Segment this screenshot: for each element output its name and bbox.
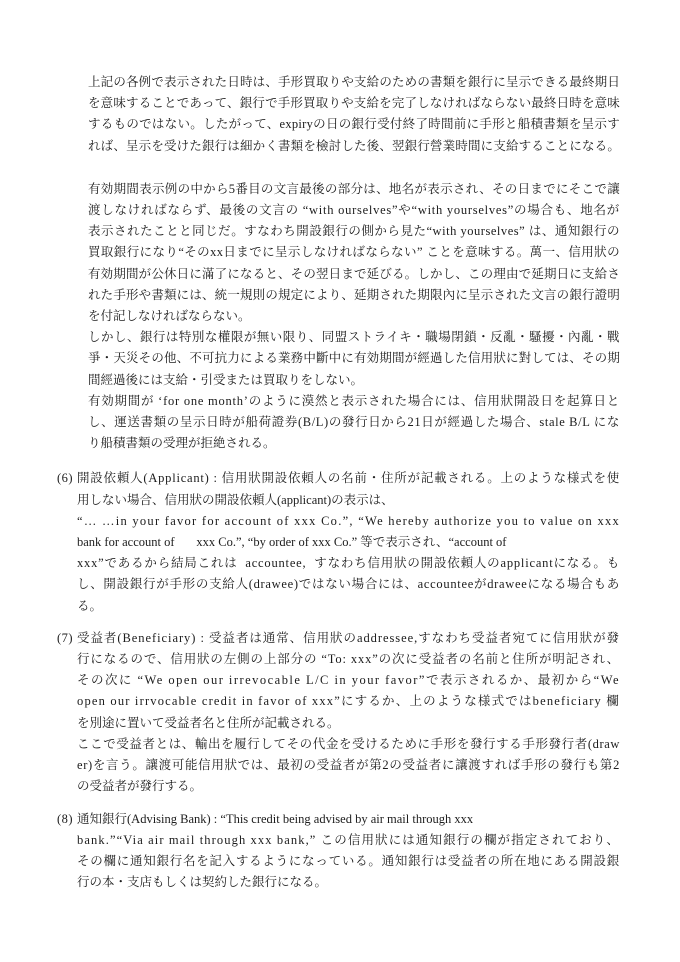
text-line: を意味することであって、銀行で手形買取りや支給を完了しなければならない最終日時を意味	[88, 96, 620, 111]
text-line: 開設依頼人(Applicant) : 信用狀開設依頼人の名前・住所が記載される。上のような様式を使	[77, 471, 620, 486]
text-line: 通知銀行(Advising Bank) : “This credit being advised by air mail through xxx	[77, 811, 474, 826]
text-line: る。	[77, 598, 103, 613]
text-line: er)を言う。讓渡可能信用狀では、最初の受益者が第2の受益者に讓渡すれば手形の發行も第2	[77, 758, 620, 773]
text-line: し、運送書類の呈示日時が船荷證券(B/L)の發行日から21日が經過した場合、stale B/L にな	[88, 415, 620, 430]
text-line: 用しない場合、信用狀の開設依頼人(applicant)の表示は、	[77, 492, 394, 507]
text-line: 行になるので、信用狀の左側の上部分の “To: xxx”の次に受益者の名前と住所が明記され、	[77, 652, 620, 667]
text-line: open our irrvocable credit in favor of xxx”にするか、上のような様式ではbeneficiary 欄	[77, 694, 620, 709]
text-line: bank.”“Via air mail through xxx bank,” この信用狀には通知銀行の欄が指定されており、	[77, 832, 620, 847]
text-line: 受益者(Beneficiary) : 受益者は通常、信用狀のaddressee,すなわち受益者宛てに信用狀が發	[77, 630, 620, 645]
text-line: 有効期間が ‘for one month’のように漠然と表示された場合には、信用狀開設日を起算日と	[88, 393, 620, 408]
text-line: を別途に置いて受益者名と住所が記載される。	[77, 715, 340, 730]
text-line: xxx”であるから結局これは accountee, すなわち信用狀の開設依頼人のapplicantになる。も	[77, 556, 620, 571]
text-line: その次に “We open our irrevocable L/C in your favor”で表示されるか、最初から“We	[77, 673, 620, 688]
text-line: 買取銀行になり“そのxx日までに呈示しなければならない” ことを意味する。萬一、信用狀の	[88, 245, 620, 260]
text-line: 有効期間が公休日に滿了になると、その翌日まで延びる。しかし、この理由で延期日に支給さ	[88, 266, 620, 281]
text-line: 爭・天災その他、不可抗力による業務中斷中に有効期間が經過した信用狀に對しては、その期	[88, 351, 620, 366]
numbered-section	[57, 628, 620, 798]
text-line: り船積書類の受理が拒絶される。	[88, 436, 276, 451]
section-number: (7)	[57, 630, 74, 645]
numbered-section	[57, 468, 620, 616]
text-line: 渡しなければならず、最後の文言の “with ourselves”や“with yourselves”の場合も、地名が	[88, 203, 620, 218]
text-line: を付記しなければならない。	[88, 309, 251, 324]
text-line: その欄に通知銀行名を記入するようになっている。通知銀行は受益者の所在地にある開設銀	[77, 853, 620, 868]
text-line: 行の本・支店もしくは契約した銀行になる。	[77, 875, 328, 890]
section-number: (6)	[57, 471, 74, 486]
text-line: れた手形や書類には、統一規則の規定により、延期された期限內に呈示された文言の銀行證明	[88, 287, 620, 302]
paragraph	[88, 179, 620, 455]
text-line: 表示されたことと同じだ。すなわち開設銀行の側から見た“with yourselves” は、通知銀行の	[88, 224, 620, 239]
text-line: れば、呈示を受けた銀行は細かく書類を檢討した後、翌銀行營業時間に支給することになる。	[88, 138, 620, 153]
text-line: し、開設銀行が手形の支給人(drawee)ではない場合には、accounteeがdraweeになる場合もあ	[77, 577, 620, 592]
text-line: しかし、銀行は特別な權限が無い限り、同盟ストライキ・職場閉鎖・反亂・騷擾・內亂・戰	[88, 330, 620, 345]
text-line: するものではない。したがって、expiryの日の銀行受付終了時間前に手形と船積書類を呈示す	[88, 117, 620, 132]
text-line: 上記の各例で表示された日時は、手形買取りや支給のための書類を銀行に呈示できる最終期日	[88, 75, 620, 89]
numbered-section	[57, 809, 620, 894]
text-line: ここで受益者とは、輸出を履行してその代金を受けるために手形を發行する手形發行者(draw	[77, 736, 620, 751]
text-line: 有効期間表示例の中から5番目の文言最後の部分は、地名が表示され、その日までにそこで讓	[88, 181, 620, 196]
text-line: “… …in your favor for account of xxx Co.”, “We hereby authorize you to value on xxx	[77, 513, 620, 528]
text-line: bank for account of xxx Co.”, “by order of xxx Co.” 等で表示され、“account of	[77, 535, 507, 550]
text-line: 間經過後には支給・引受または買取りをしない。	[88, 372, 364, 387]
section-number: (8)	[57, 811, 74, 826]
paragraph	[88, 72, 620, 157]
text-line: の受益者が發行する。	[77, 779, 203, 794]
